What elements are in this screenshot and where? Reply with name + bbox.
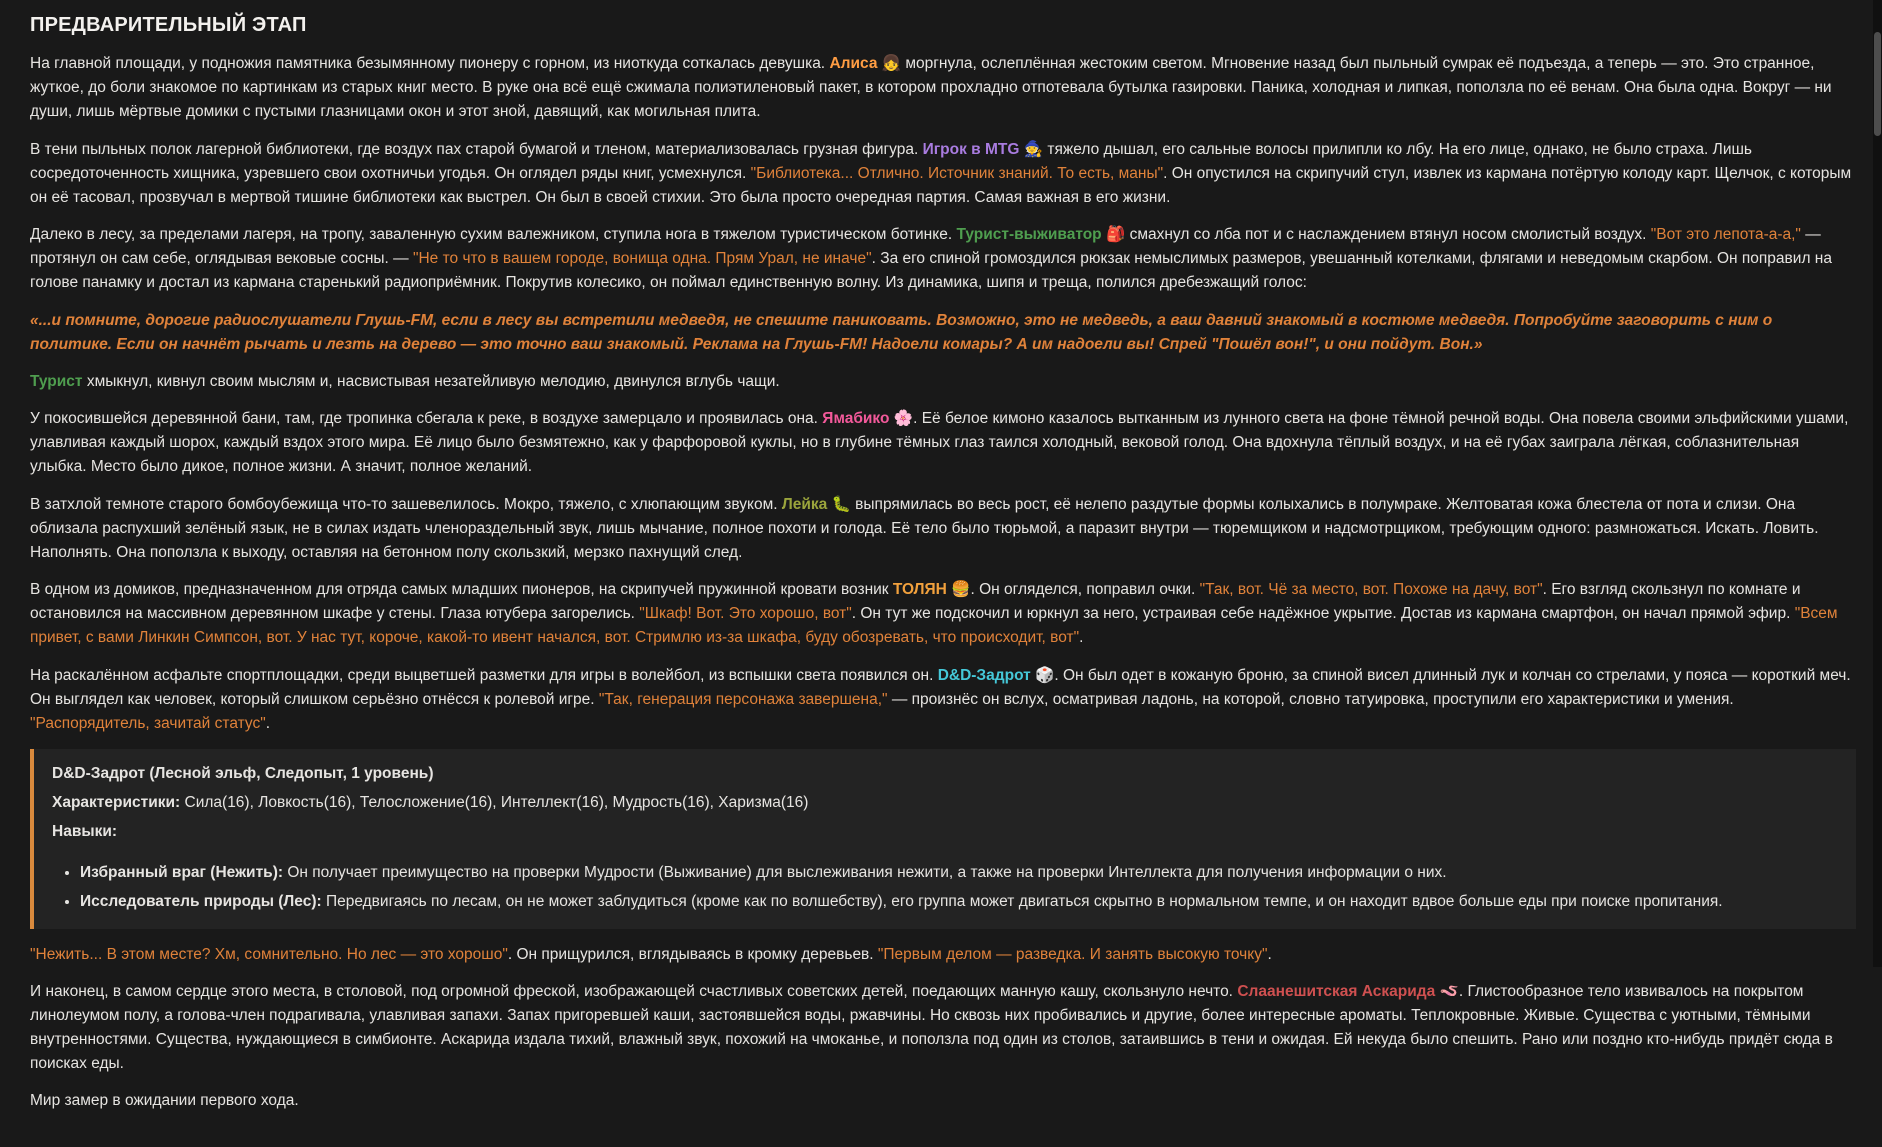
girl-emoji: 👧 (881, 55, 902, 72)
paragraph-askarida (30, 980, 1856, 1077)
speech-quote: "Вот это лепота-а-а," (1650, 226, 1801, 244)
blossom-emoji: 🌸 (893, 410, 914, 428)
paragraph-radio (30, 309, 1856, 357)
character-tourist: Турист (30, 372, 83, 390)
text-run: На главной площади, у подножия памятника безымянному пионеру с горном, из ниоткуда соткалась девушка. (30, 55, 830, 72)
skills-label: Навыки: (52, 822, 118, 840)
paragraph-tourist-reaction (30, 370, 1856, 394)
character-tourist: Турист-выживатор (956, 226, 1102, 244)
burger-emoji: 🍔 (951, 581, 971, 599)
worm-emoji: 🪱 (1439, 982, 1459, 1000)
bug-emoji: 🐛 (831, 495, 851, 513)
stats-values: Сила(16), Ловкость(16), Телосложение(16), Интеллект(16), Мудрость(16), Харизма(16) (180, 793, 809, 811)
paragraph-dnd-reaction (30, 943, 1856, 967)
text-run: . Он тут же подскочил и юркнул за него, устраивая себе надёжное укрытие. Достав из кармана смартфон, он начал прямой эфир. (851, 605, 1795, 623)
text-run: В затхлой темноте старого бомбоубежища что-то зашевелилось. Мокро, тяжело, с хлюпающим звуком. (30, 495, 782, 513)
text-run: . (1079, 629, 1084, 647)
paragraph-tourist (30, 223, 1856, 296)
speech-quote: "Распорядитель, зачитай статус" (30, 714, 266, 732)
text-run: . За его спиной громоздился рюкзак немыслимых размеров, увешанный котелками, флягами и неведомым скарбом. Он поправил на голове панамку и достал из кармана старенький радиоприёмник. Покрутив колесико, он поймал единственную волну. Из динамика, шипя и треща, полился дребезжащий голос: (30, 250, 1832, 292)
text-run: . (265, 714, 271, 732)
paragraph-alisa (30, 52, 1856, 125)
text-run: — протянул он сам себе, оглядывая вековые сосны. — (30, 226, 1821, 268)
skill-description: Он получает преимущество на проверки Мудрости (Выживание) для выслеживания нежити, а также на проверки Интеллекта для получения информации о них. (283, 863, 1447, 881)
text-run: . Он опустился на скрипучий стул, извлек из кармана потёртую колоду карт. Щелчок, с которым он её тасовал, прозвучал в мертвой тишине библиотеки как выстрел. Он был в своей стихии. Это была просто очередная партия. Самая важная в его жизни. (30, 164, 1852, 206)
text-run: У покосившейся деревянной бани, там, где тропинка сбегала к реке, в воздухе замерцало и проявилась она. (30, 410, 823, 428)
speech-quote: "Так, вот. Чё за место, вот. Похоже на дачу, вот" (1199, 581, 1543, 599)
text-run: тяжело дышал, его сальные волосы прилипли ко лбу. На его лице, однако, не было страха. Лишь сосредоточенность хищника, узревшего свои охотничьи угодья. Он оглядел ряды книг, усмехнулся. (30, 140, 1752, 182)
character-leika: Лейка (781, 495, 828, 513)
speech-quote: "Шкаф! Вот. Это хорошо, вот" (639, 605, 852, 623)
speech-quote: "Не то что в вашем городе, вонища одна. Прям Урал, не иначе" (412, 250, 872, 268)
character-yamabiko: Ямабико (822, 410, 890, 428)
skill-name: Исследователь природы (Лес): (80, 892, 322, 910)
paragraph-leika (30, 493, 1856, 566)
paragraph-dnd (30, 664, 1856, 737)
speech-quote: "Так, генерация персонажа завершена," (598, 690, 888, 708)
skill-item (80, 861, 1838, 885)
text-run: . (1267, 945, 1272, 963)
paragraph-tolyan (30, 578, 1856, 651)
text-run: . Её белое кимоно казалось вытканным из лунного света на фоне тёмной речной воды. Она повела своими эльфийскими ушами, улавливая каждый шорох, каждый вздох этого мира. Её лицо было безмятежно, как у фарфоровой куклы, но в глубине тёмных глаз таился холодный, вековой голод. Она вдохнула тёплый воздух, и на её губах заиграла лёгкая, соблазнительная улыбка. Место было дикое, полное жизни. А значит, полное желаний. (30, 410, 1849, 476)
character-askarida: Слаанешитская Аскарида (1237, 982, 1436, 1000)
speech-quote: "Библиотека... Отлично. Источник знаний. То есть, маны" (750, 164, 1164, 182)
character-mtg-player: Игрок в MTG (922, 140, 1020, 158)
text-run: смахнул со лба пот и с наслаждением втянул носом смолистый воздух. (1125, 226, 1651, 244)
statblock-line (52, 820, 1838, 845)
text-run: . Он прищурился, вглядываясь в кромку деревьев. (507, 945, 878, 963)
text-run: выпрямилась во весь рост, её нелепо раздутые формы колыхались в полумраке. Желтоватая кожа блестела от пота и слизи. Она облизала распухший зелёный язык, не в силах издать членораздельный звук, лишь мычание, полное похоти и голода. Её тело было тюрьмой, а паразит внутри — тюремщиком и надсмотрщиком, требующим одного: размножаться. Искать. Ловить. Наполнять. Она поползла к выходу, оставляя на бетонном полу скользкий, мерзко пахнущий след. (30, 495, 1819, 561)
dnd-character-statblock (30, 749, 1856, 928)
text-run: . Он был одет в кожаную броню, за спиной висел длинный лук и колчан со стрелами, у пояса — короткий меч. Он выглядел как человек, который слишком серьёзно отнёсся к ролевой игре. (30, 666, 1851, 708)
character-tolyan: ТОЛЯН (892, 581, 947, 599)
stats-label: Характеристики: (52, 793, 181, 811)
speech-quote: "Нежить... В этом месте? Хм, сомнительно. Но лес — это хорошо" (30, 945, 508, 963)
text-run: хмыкнул, кивнул своим мыслям и, насвистывая незатейливую мелодию, двинулся вглубь чащи. (82, 372, 780, 390)
skill-item (80, 890, 1838, 914)
statblock-line (52, 791, 1838, 816)
text-run: . Его взгляд скользнул по комнате и остановился на массивном деревянном шкафе у стены. Глаза ютубера загорелись. (30, 581, 1801, 623)
speech-quote: "Первым делом — разведка. И занять высокую точку" (877, 945, 1268, 963)
page-title: ПРЕДВАРИТЕЛЬНЫЙ ЭТАП (30, 14, 307, 36)
radio-broadcast-quote: «...и помните, дорогие радиослушатели Глушь-FM, если в лесу вы встретили медведя, не спешите паниковать. Возможно, это не медведь, а ваш давний знакомый в костюме медведя. Попробуйте заговорить с ним о политике. Если он начнёт рычать и лезть на дерево — это точно ваш знакомый. Реклама на Глушь-FM! Надоели комары? А им надоели вы! Спрей "Пошёл вон!", и они пойдут. Вон.» (30, 311, 1773, 353)
text-run: — произнёс он вслух, осматривая ладонь, на которой, словно татуировка, проступили его характеристики и умения. (887, 690, 1734, 708)
paragraph-mtg (30, 138, 1856, 211)
paragraph-yamabiko (30, 407, 1856, 480)
die-emoji: 🎲 (1035, 666, 1055, 684)
text-run: В одном из домиков, предназначенном для отряда самых младших пионеров, на скрипучей пружинной кровати возник (30, 581, 893, 599)
speech-quote: "Всем привет, с вами Линкин Симпсон, вот. У нас тут, короче, какой-то ивент начался, вот. Стримлю из-за шкафа, буду обозревать, что происходит, вот" (30, 605, 1838, 647)
text-run: . Он огляделся, поправил очки. (970, 581, 1200, 599)
statblock-line (52, 762, 1838, 787)
character-dnd-nerd: D&D-Задрот (937, 666, 1031, 684)
text-run: На раскалённом асфальте спортплощадки, среди выцветшей разметки для игры в волейбол, из вспышки света появился он. (30, 666, 938, 684)
statblock-title: D&D-Задрот (Лесной эльф, Следопыт, 1 уровень) (52, 765, 434, 783)
text-run: Далеко в лесу, за пределами лагеря, на тропу, заваленную сухим валежником, ступила нога в тяжелом туристическом ботинке. (30, 226, 957, 244)
text-run: моргнула, ослеплённая жестоким светом. Мгновение назад был пыльный сумрак её подъезда, а теперь — это. Это странное, жуткое, до боли знакомое по картинкам из старых книг место. В руке она всё ещё сжимала полиэтиленовый пакет, в котором прохладно отпотевала бутылка газировки. Паника, холодная и липкая, поползла по её венам. Она была одна. Вокруг — ни души, лишь мёртвые домики с пустыми глазницами окон и этот зной, давящий, как могильная плита. (30, 55, 1832, 121)
wizard-emoji: 🧙 (1023, 140, 1044, 158)
text-run: Мир замер в ожидании первого хода. (30, 1092, 299, 1110)
skill-description: Передвигаясь по лесам, он не может заблудиться (кроме как по волшебству), его группа может двигаться скрытно в нормальном темпе, и он находит вдвое больше еды при поиске пропитания. (321, 892, 1723, 910)
text-run: . Глистообразное тело извивалось на покрытом линолеумом полу, а голова-член подрагивала, улавливая запахи. Запах пригоревшей каши, застоявшейся воды, ржавчины. Но сквозь них пробивались и другие, более интересные ароматы. Теплокровные. Живые. Существа с уютными, тёмными внутренностями. Существа, нуждающиеся в симбионте. Аскарида издала тихий, влажный звук, похожий на чмоканье, и поползла под один из столов, затаившись в тени и ожидая. Ей некуда было спешить. Рано или поздно кто-нибудь придёт сюда в поисках еды. (30, 982, 1833, 1073)
character-alisa: Алиса (829, 55, 878, 72)
text-run: И наконец, в самом сердце этого места, в столовой, под огромной фреской, изображающей счастливых советских детей, поедающих манную кашу, скользнуло нечто. (30, 982, 1238, 1000)
backpack-emoji: 🎒 (1105, 226, 1126, 244)
skills-list (52, 861, 1838, 914)
story-body (30, 52, 1856, 1114)
scrollbar-track[interactable] (1873, 0, 1882, 967)
skill-name: Избранный враг (Нежить): (80, 863, 284, 881)
text-run: В тени пыльных полок лагерной библиотеки, где воздух пах старой бумагой и тленом, материализовалась грузная фигура. (30, 140, 923, 158)
paragraph-closing (30, 1089, 1856, 1113)
scrollbar-thumb[interactable] (1874, 32, 1881, 136)
